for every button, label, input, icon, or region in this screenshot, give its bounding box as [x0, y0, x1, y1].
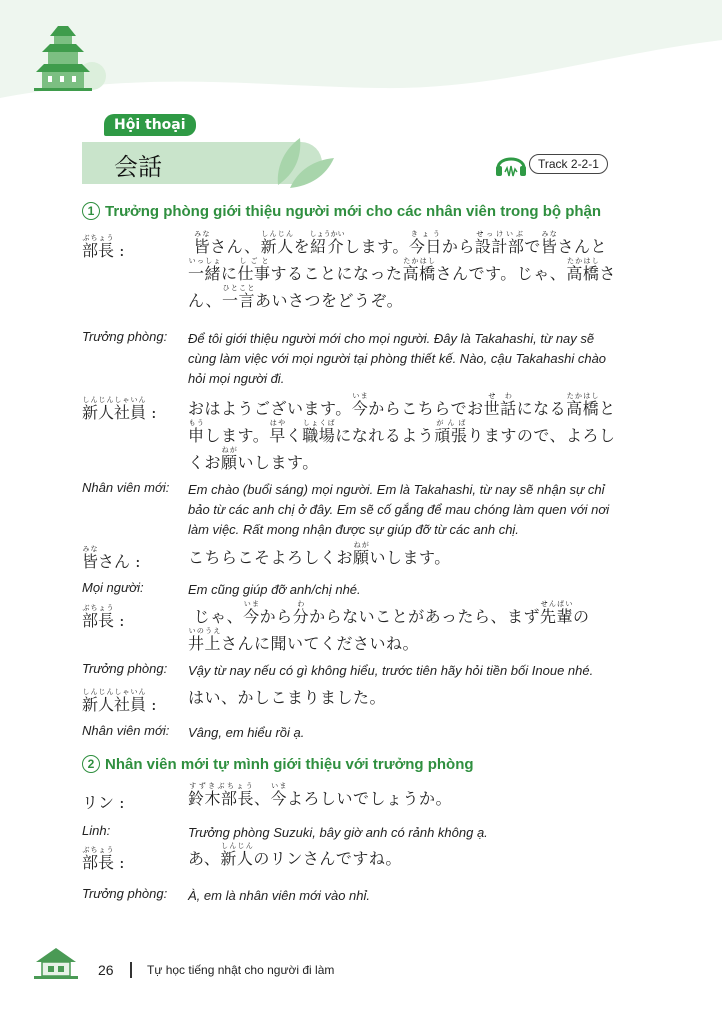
dialogue-1-number: 1 — [82, 202, 100, 220]
japanese-line: 皆みなさん、新人しんじんを紹介しょうかいします。今日きょうから設計部せっけいぶで皆みなさんと一緒いっしょに仕事しごとすることになった高橋たかはしさんです。じゃ、高橋たかはしさん、一言ひとことあいさつをどうぞ。 — [188, 230, 616, 310]
speaker-label: Trưởng phòng: — [82, 886, 168, 901]
book-title: Tự học tiếng nhật cho người đi làm — [147, 963, 335, 977]
speaker-label: Trưởng phòng: — [82, 329, 168, 344]
speaker-label: 皆みなさん : — [82, 545, 141, 571]
section-tag: Hội thoại — [104, 114, 196, 136]
footer-separator — [130, 962, 132, 978]
speaker-label: 部長ぶちょう : — [82, 846, 125, 872]
vietnamese-line: Em cũng giúp đỡ anh/chị nhé. — [188, 582, 361, 597]
vietnamese-line: Trưởng phòng Suzuki, bây giờ anh có rảnh không ạ. — [188, 825, 488, 840]
japanese-line: こちらこそよろしくお願ねがいします。 — [188, 541, 451, 567]
speaker-label: Nhân viên mới: — [82, 480, 170, 495]
speaker-label: リン : — [82, 793, 125, 812]
castle-icon — [30, 20, 110, 94]
leaf-decoration-icon — [268, 130, 338, 190]
japanese-line: おはようございます。今いまからこちらでお世話せわになる高橋たかはしと申もうします。早はやく職場しょくばになれるよう頑張がんばりますので、よろしくお願ねがいします。 — [188, 392, 616, 472]
page-number: 26 — [98, 962, 114, 978]
japanese-line: 鈴木部長すずきぶちょう、今いまよろしいでしょうか。 — [188, 782, 453, 808]
speaker-label: 部長ぶちょう : — [82, 234, 125, 260]
speaker-label: Nhân viên mới: — [82, 723, 170, 738]
speaker-label: Linh: — [82, 823, 111, 838]
vietnamese-line: Em chào (buổi sáng) mọi người. Em là Takahashi, từ nay sẽ nhận sự chỉ bảo từ các anh chị ở đây. Em sẽ cố gắng để mau chóng làm quen với nơi làm việc. Rất mong nhận được sự giúp đỡ từ các anh chị. — [188, 482, 610, 537]
section-title: 会話 — [114, 153, 162, 181]
speaker-label: Mọi người: — [82, 580, 144, 595]
vietnamese-line: À, em là nhân viên mới vào nhỉ. — [188, 888, 371, 903]
vietnamese-line: Vâng, em hiểu rồi ạ. — [188, 725, 305, 740]
house-icon — [34, 944, 78, 980]
dialogue-1-heading — [82, 202, 601, 220]
vietnamese-line: Để tôi giới thiệu người mới cho mọi người. Đây là Takahashi, từ nay sẽ cùng làm việc với mọi người tại phòng thiết kế. Nào, cậu Takahashi chào hỏi mọi người đi. — [188, 331, 607, 386]
speaker-label: 新人社員しんじんしゃいん : — [82, 396, 157, 422]
speaker-label: Trưởng phòng: — [82, 661, 168, 676]
vietnamese-line: Vậy từ nay nếu có gì không hiểu, trước tiên hãy hỏi tiền bối Inoue nhé. — [188, 663, 594, 678]
japanese-line: じゃ、今いまから分わからないことがあったら、まず先輩せんぱいの井上いのうえさんに聞いてくださいね。 — [188, 600, 590, 653]
headphones-icon[interactable] — [494, 148, 528, 180]
dialogue-2-heading-text: Nhân viên mới tự mình giới thiệu với trưởng phòng — [105, 756, 474, 773]
track-label[interactable]: Track 2-2-1 — [529, 154, 608, 174]
japanese-line: はい、かしこまりました。 — [188, 688, 387, 707]
speaker-label: 部長ぶちょう : — [82, 604, 125, 630]
dialogue-2-number: 2 — [82, 755, 100, 773]
dialogue-1-heading-text: Trưởng phòng giới thiệu người mới cho các nhân viên trong bộ phận — [105, 203, 602, 220]
dialogue-2-heading — [82, 755, 474, 773]
speaker-label: 新人社員しんじんしゃいん : — [82, 688, 157, 714]
japanese-line: あ、新人しんじんのリンさんですね。 — [188, 842, 402, 868]
